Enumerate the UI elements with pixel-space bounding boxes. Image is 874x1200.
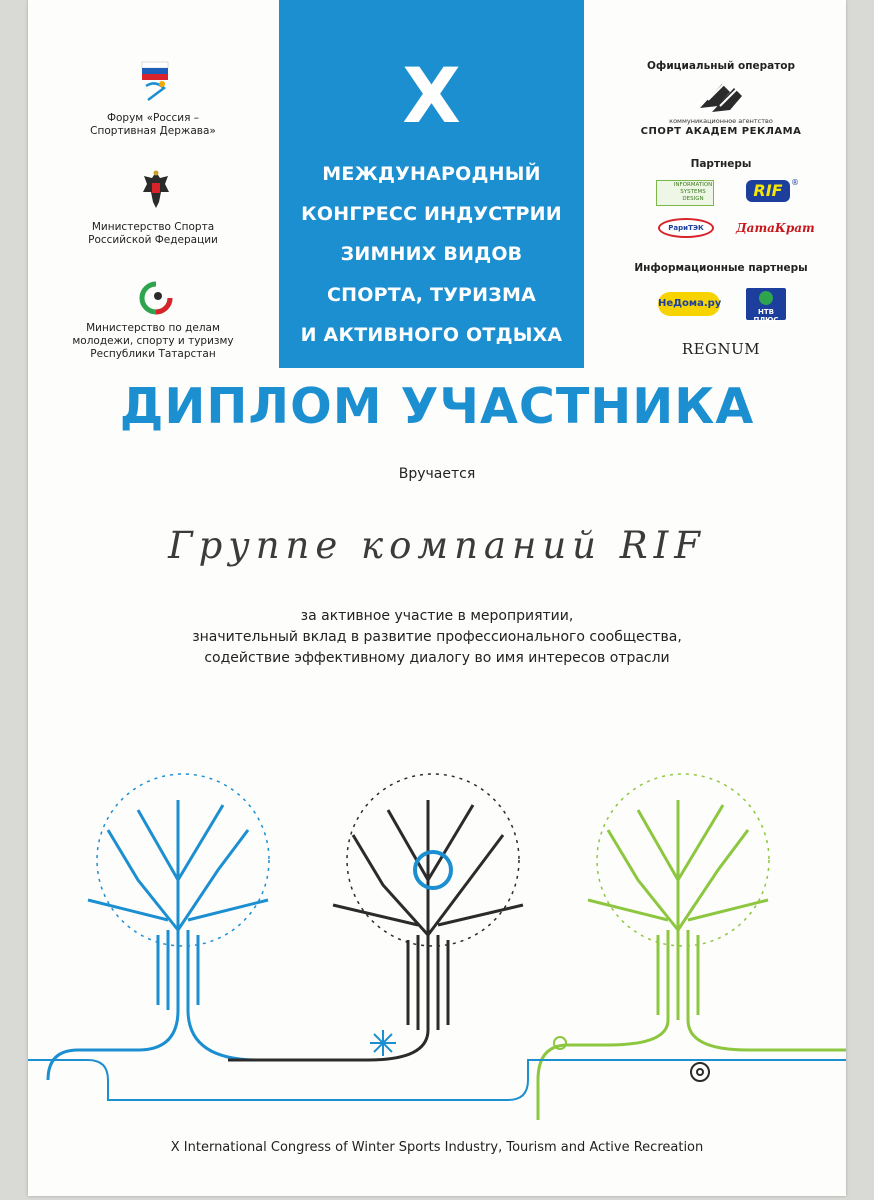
recipient-name: Группе компаний RIF [168,524,706,567]
reason-line: значительный вклад в развитие профессионального сообщества, [192,629,682,645]
gear-dark-icon [691,1063,709,1081]
ntv-plus-logo: НТВ ПЛЮС [746,288,786,320]
footer-english-title: X International Congress of Winter Sports Industry, Tourism and Active Recreation [170,1140,704,1155]
info-partners-label: Информационные партнеры [634,262,808,274]
forum-russia-caption: Форум «Россия – Спортивная Держава» [90,112,216,138]
dark-tree-icon [228,774,523,1060]
raritek-logo: РариТЭК [658,218,714,238]
operator-label: Официальный оператор [646,60,796,72]
operator-tagline: коммуникационное агентство [669,117,773,125]
presented-to-label: Вручается [398,466,476,482]
ministry-sport-caption: Министерство Спорта Российской Федерации [88,221,218,247]
forum-russia-logo [138,56,172,106]
sport-akadem-logo [696,78,748,116]
banner-line-3: ЗИМНИХ ВИДОВ [340,243,523,265]
banner-numeral: X [402,51,461,140]
regnum-logo: REGNUM [681,340,761,358]
connector-line [28,1060,846,1100]
rif-registered-mark: ® [791,178,799,187]
congress-banner [279,0,584,368]
ntv-globe-icon [759,291,773,305]
partners-column [596,0,846,368]
partners-label: Партнеры [690,158,752,170]
ministry-tatarstan-logo [136,280,176,316]
banner-line-2: КОНГРЕСС ИНДУСТРИИ [301,203,562,225]
diploma-sheet [28,0,846,1196]
banner-line-5: И АКТИВНОГО ОТДЫХА [300,324,563,346]
double-eagle-emblem-icon [141,168,171,212]
banner-line-1: МЕЖДУНАРОДНЫЙ [322,163,541,185]
diploma-title: ДИПЛОМ УЧАСТНИКА [119,378,755,435]
award-reasons [28,606,846,669]
rif-logo: RIF [746,180,790,202]
snowflake-icon [370,1030,396,1056]
reason-line: за активное участие в мероприятии, [300,608,574,624]
ministry-tatarstan-caption: Министерство по делам молодежи, спорту и туризму Республики Татарстан [72,322,234,361]
nedoma-logo: НеДома.ру [658,292,720,316]
reason-line: содействие эффективному диалогу во имя интересов отрасли [204,650,670,666]
datakrat-logo: ДатаКрат [736,221,815,235]
banner-line-4: СПОРТА, ТУРИЗМА [327,284,536,306]
infographic-trees-illustration [28,760,846,1130]
info-systems-logo: INFORMATION SYSTEMS DESIGN [656,180,714,206]
blue-tree-icon [48,774,358,1080]
operator-name: СПОРТ АКАДЕМ РЕКЛАМА [640,126,802,137]
